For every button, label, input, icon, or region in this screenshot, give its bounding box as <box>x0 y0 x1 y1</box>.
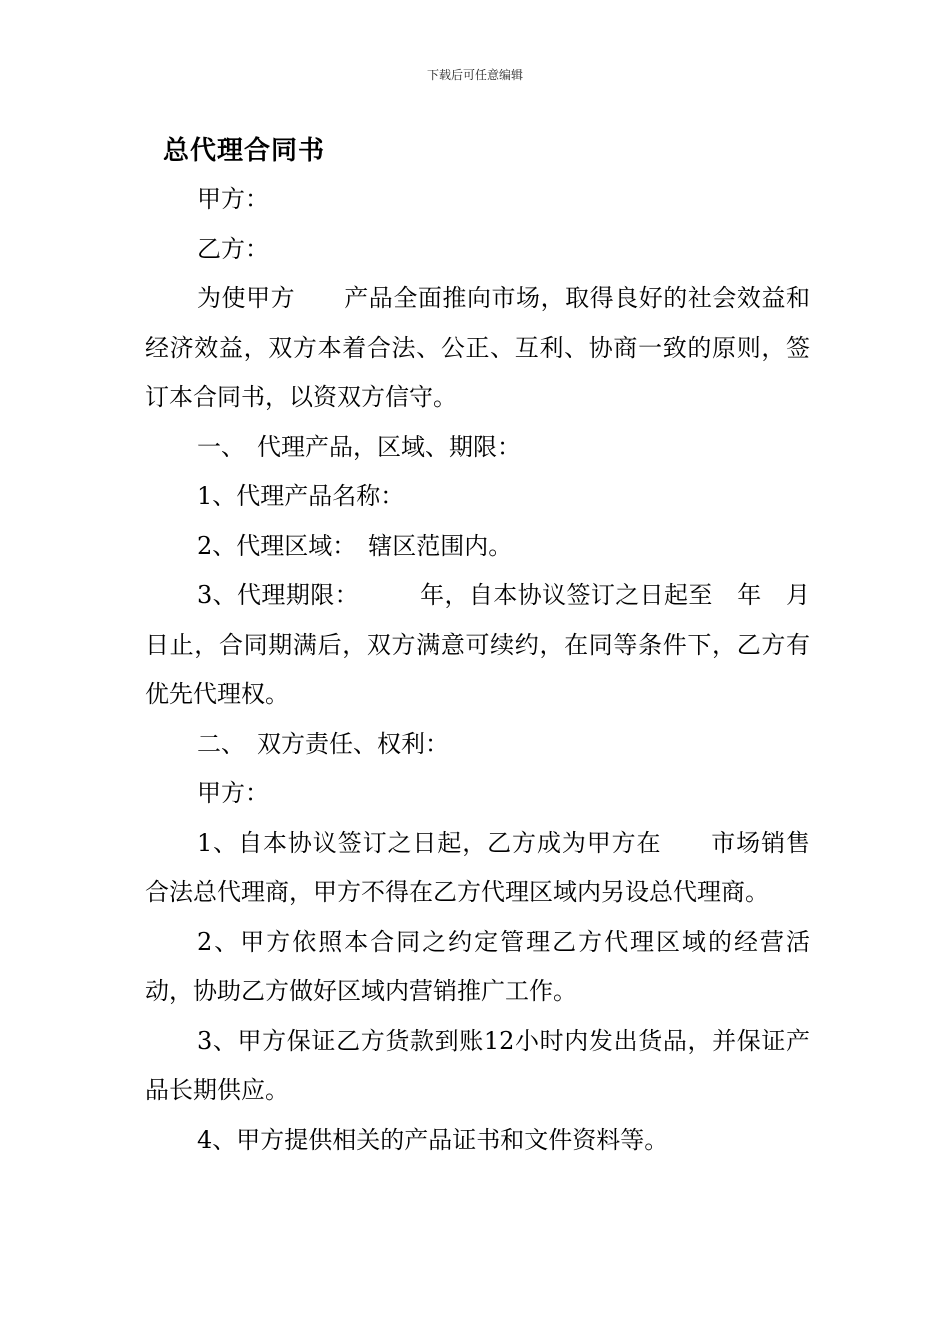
document-body <box>145 175 810 1165</box>
section-heading-2: 二、 双方责任、权利： <box>197 729 449 758</box>
clause-term: 3、代理期限： 年，自本协议签订之日起至 年 月日止，合同期满后，双方满意可续约，在同等条件下，乙方有优先代理权。 <box>145 581 810 708</box>
clause-a-1: 1、自本协议签订之日起，乙方成为甲方在 市场销售合法总代理商，甲方不得在乙方代理区域内另设总代理商。 <box>145 828 810 906</box>
page-header-note: 下载后可任意编辑 <box>426 68 523 82</box>
clause-a-2: 2、甲方依照本合同之约定管理乙方代理区域的经营活动，协助乙方做好区域内营销推广工作。 <box>145 927 810 1005</box>
paragraph-preamble: 为使甲方 产品全面推向市场，取得良好的社会效益和经济效益，双方本着合法、公正、互利、协商一致的原则，签订本合同书，以资双方信守。 <box>145 284 810 411</box>
paragraph-party-a-duties: 甲方： <box>197 779 269 807</box>
paragraph-party-b: 乙方： <box>197 234 269 263</box>
paragraph-party-a: 甲方： <box>197 185 269 213</box>
clause-product-name: 1、代理产品名称： <box>197 482 405 510</box>
clause-a-3: 3、甲方保证乙方货款到账12小时内发出货品，并保证产品长期供应。 <box>145 1026 810 1104</box>
clause-region: 2、代理区域： 辖区范围内。 <box>197 531 513 560</box>
clause-a-4: 4、甲方提供相关的产品证书和文件资料等。 <box>197 1125 669 1154</box>
section-heading-1: 一、 代理产品，区域、期限： <box>197 432 521 461</box>
document-title: 总代理合同书 <box>163 136 326 166</box>
